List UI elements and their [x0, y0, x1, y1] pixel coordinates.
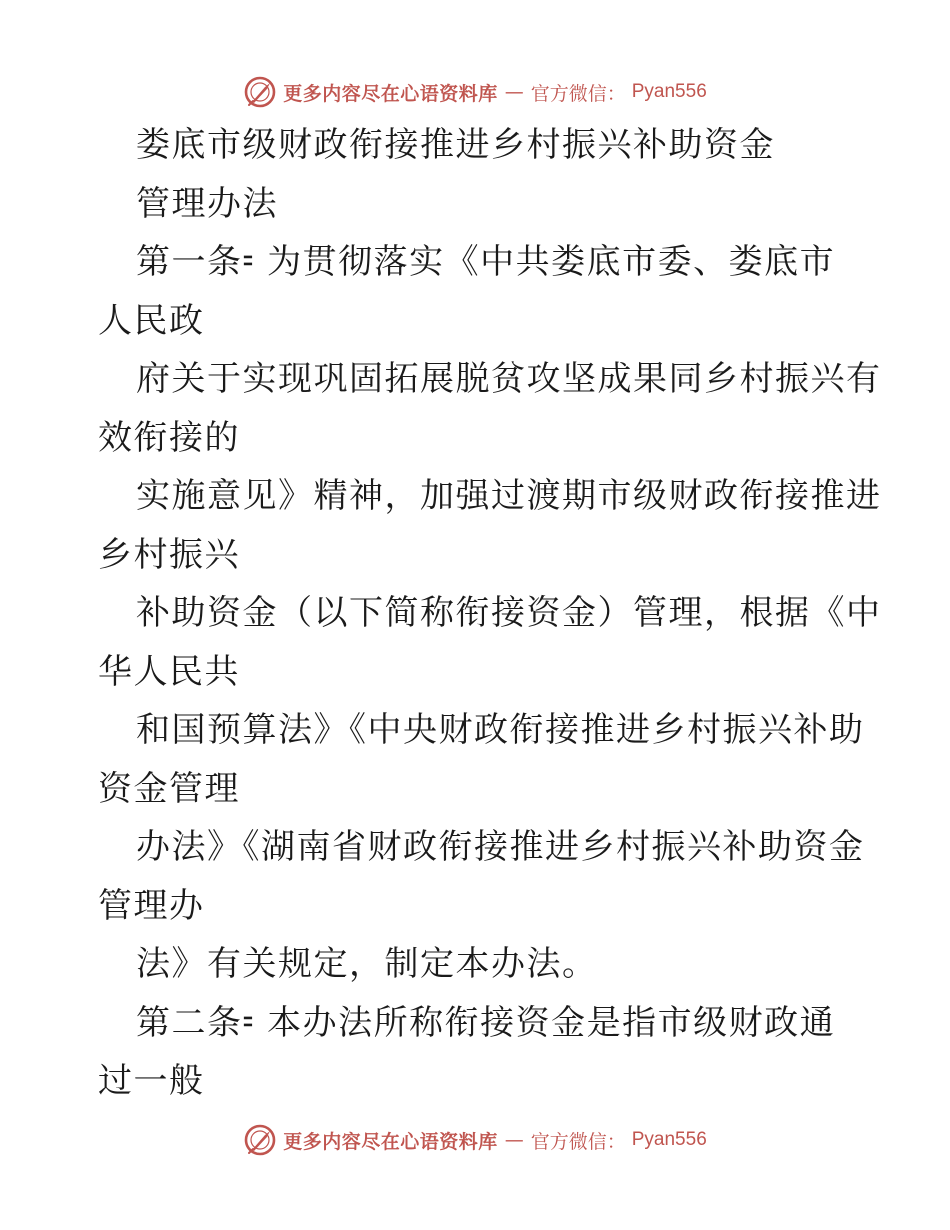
document-line: 府关于实现巩固拓展脱贫攻坚成果同乡村振兴有 — [136, 359, 882, 399]
watermark-dash: — — [504, 1129, 524, 1151]
watermark-text: 更多内容尽在心语资料库 — [283, 1130, 498, 1153]
document-line: 过一般 — [98, 1061, 205, 1101]
watermark-dash: — — [504, 81, 524, 103]
document-body — [98, 116, 882, 1111]
header-watermark — [0, 70, 950, 114]
footer-watermark — [0, 1118, 950, 1162]
document-line: 法》有关规定，制定本办法。 — [136, 944, 598, 984]
watermark-label: 官方微信： — [530, 1130, 626, 1153]
fountain-pen-logo-icon — [243, 75, 277, 109]
document-line: 办法》《湖南省财政衔接推进乡村振兴补助资金 — [136, 827, 865, 867]
watermark-label: 官方微信： — [530, 82, 626, 105]
document-line: 人民政 — [98, 300, 205, 341]
document-line: 华人民共 — [98, 651, 240, 692]
watermark-wechat-id: Pyan556 — [631, 81, 707, 102]
document-line: 资金管理 — [98, 768, 240, 809]
document-line: 第二条⹀ 本办法所称衔接资金是指市级财政通 — [136, 1002, 836, 1043]
document-line: 管理办法 — [136, 183, 278, 224]
document-line: 管理办 — [98, 885, 205, 926]
document-line: 补助资金（以下简称衔接资金）管理，根据《中 — [136, 593, 882, 633]
fountain-pen-logo-icon — [243, 1123, 277, 1157]
document-line: 和国预算法》《中央财政衔接推进乡村振兴补助 — [136, 710, 865, 750]
document-line: 乡村振兴 — [98, 534, 240, 575]
watermark-wechat-id: Pyan556 — [631, 1129, 707, 1150]
document-line: 娄底市级财政衔接推进乡村振兴补助资金 — [136, 125, 775, 165]
document-line: 效衔接的 — [98, 417, 240, 458]
watermark-text: 更多内容尽在心语资料库 — [283, 82, 498, 105]
document-line: 第一条⹀ 为贯彻落实《中共娄底市委、娄底市 — [136, 242, 836, 282]
document-line: 实施意见》精神，加强过渡期市级财政衔接推进 — [136, 476, 882, 516]
